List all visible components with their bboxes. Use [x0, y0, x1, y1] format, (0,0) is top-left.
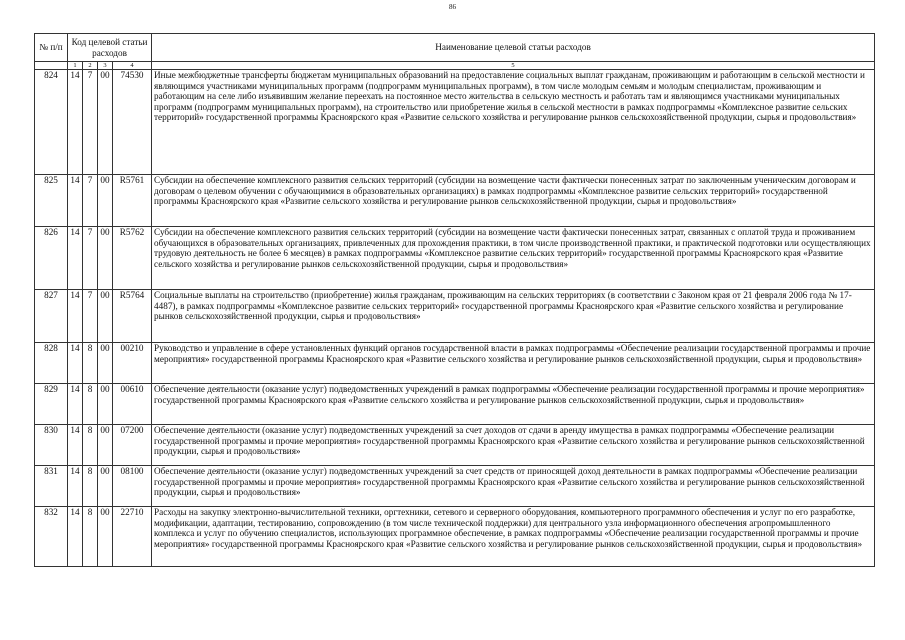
- header-name: Наименование целевой статьи расходов: [152, 34, 875, 62]
- row-number: 829: [35, 384, 68, 425]
- code-4: 22710: [113, 507, 152, 567]
- code-1: 14: [68, 343, 83, 384]
- code-3: 00: [98, 425, 113, 466]
- code-3: 00: [98, 70, 113, 175]
- code-1: 14: [68, 70, 83, 175]
- header-num: № п/п: [35, 34, 68, 62]
- code-1: 14: [68, 175, 83, 227]
- row-description: Субсидии на обеспечение комплексного развития сельских территорий (субсидии на возмещение части фактически понесенных затрат, связанных с оплатой труда и проживанием обучающихся в образовательных организациях, привлеченных для прохождения практики, в том числе производственной практики, и практической подготовки или осуществляющих трудовую деятельность не более 6 месяцев) в рамках подпрограммы «Комплексное развитие сельских территорий» государственной программы Красноярского края «Развитие сельского хозяйства и регулирование рынков сельскохозяйственной продукции, сырья и продовольствия»: [152, 227, 875, 290]
- code-2: 7: [83, 175, 98, 227]
- header-code: Код целевой статьи расходов: [68, 34, 152, 62]
- table-header-row: [35, 34, 875, 62]
- row-description: Расходы на закупку электронно-вычислительной техники, оргтехники, сетевого и серверного оборудования, компьютерного программного обеспечения и услуг по его разработке, модификации, адаптации, тестированию, сопровождению (в том числе технической поддержки) для центрального узла информационного обеспечения агропромышленного комплекса и услуг по обучению специалистов, использующих программное обеспечение, в рамках подпрограммы «Обеспечение реализации государственной программы и прочие мероприятия» государственной программы Красноярского края «Развитие сельского хозяйства и регулирование рынков сельскохозяйственной продукции, сырья и продовольствия»: [152, 507, 875, 567]
- row-description: Субсидии на обеспечение комплексного развития сельских территорий (субсидии на возмещение части фактически понесенных затрат по заключенным ученическим договорам и договорам о целевом обучении с обучающимися в образовательных организациях) в рамках подпрограммы «Комплексное развитие сельских территорий» государственной программы Красноярского края «Развитие сельского хозяйства и регулирование рынков сельскохозяйственной продукции, сырья и продовольствия»: [152, 175, 875, 227]
- code-1: 14: [68, 384, 83, 425]
- row-description: Социальные выплаты на строительство (приобретение) жилья гражданам, проживающим на сельских территориях (в соответствии с Законом края от 21 февраля 2006 года № 17-4487), в рамках подпрограммы «Комплексное развитие сельских территорий» государственной программы Красноярского края «Развитие сельского хозяйства и регулирование рынков сельскохозяйственной продукции, сырья и продовольствия»: [152, 290, 875, 343]
- table-row: [35, 466, 875, 507]
- code-4: R5762: [113, 227, 152, 290]
- page-number: 86: [449, 3, 456, 11]
- subheader-cell: 2: [83, 62, 98, 70]
- code-4: R5761: [113, 175, 152, 227]
- code-3: 00: [98, 384, 113, 425]
- code-2: 8: [83, 507, 98, 567]
- code-4: 08100: [113, 466, 152, 507]
- code-3: 00: [98, 290, 113, 343]
- table-row: [35, 227, 875, 290]
- subheader-cell: 4: [113, 62, 152, 70]
- code-3: 00: [98, 507, 113, 567]
- row-description: Руководство и управление в сфере установленных функций органов государственной власти в рамках подпрограммы «Обеспечение реализации государственной программы и прочие мероприятия» государственной программы Красноярского края «Развитие сельского хозяйства и регулирование рынков сельскохозяйственной продукции, сырья и продовольствия»: [152, 343, 875, 384]
- subheader-cell-empty: [35, 62, 68, 70]
- code-4: 07200: [113, 425, 152, 466]
- code-1: 14: [68, 290, 83, 343]
- code-4: R5764: [113, 290, 152, 343]
- table-row: [35, 507, 875, 567]
- subheader-cell: 5: [152, 62, 875, 70]
- code-2: 8: [83, 425, 98, 466]
- row-number: 826: [35, 227, 68, 290]
- table-row: [35, 343, 875, 384]
- table-row: [35, 70, 875, 175]
- code-3: 00: [98, 175, 113, 227]
- code-2: 7: [83, 290, 98, 343]
- code-3: 00: [98, 466, 113, 507]
- code-1: 14: [68, 507, 83, 567]
- row-description: Обеспечение деятельности (оказание услуг) подведомственных учреждений за счет средств от приносящей доход деятельности в рамках подпрограммы «Обеспечение реализации государственной программы и прочие мероприятия» государственной программы Красноярского края «Развитие сельского хозяйства и регулирование рынков сельскохозяйственной продукции, сырья и продовольствия»: [152, 466, 875, 507]
- subheader-cell: 1: [68, 62, 83, 70]
- row-description: Иные межбюджетные трансферты бюджетам муниципальных образований на предоставление социальных выплат гражданам, проживающим и работающим в сельской местности и являющимся участниками муниципальных программ (подпрограмм муниципальных программ), в том числе молодым семьям и молодым специалистам, проживающим и работающим на селе либо изъявившим желание переехать на постоянное место жительства в сельскую местность и работать там и являющимся участниками муниципальных программ (подпрограмм муниципальных программ), на строительство или приобретение жилья в сельской местности в рамках подпрограммы «Комплексное развитие сельских территорий» государственной программы Красноярского края «Развитие сельского хозяйства и регулирование рынков сельскохозяйственной продукции, сырья и продовольствия»: [152, 70, 875, 175]
- code-1: 14: [68, 466, 83, 507]
- row-number: 830: [35, 425, 68, 466]
- code-2: 7: [83, 70, 98, 175]
- expenditure-table: [34, 33, 875, 567]
- subheader-cell: 3: [98, 62, 113, 70]
- row-description: Обеспечение деятельности (оказание услуг) подведомственных учреждений за счет доходов от сдачи в аренду имущества в рамках подпрограммы «Обеспечение реализации государственной программы и прочие мероприятия» государственной программы Красноярского края «Развитие сельского хозяйства и регулирование рынков сельскохозяйственной продукции, сырья и продовольствия»: [152, 425, 875, 466]
- code-2: 8: [83, 384, 98, 425]
- code-2: 8: [83, 466, 98, 507]
- table-row: [35, 290, 875, 343]
- code-4: 00610: [113, 384, 152, 425]
- code-3: 00: [98, 343, 113, 384]
- table-row: [35, 384, 875, 425]
- row-number: 828: [35, 343, 68, 384]
- row-number: 831: [35, 466, 68, 507]
- row-description: Обеспечение деятельности (оказание услуг) подведомственных учреждений в рамках подпрограммы «Обеспечение реализации государственной программы и прочие мероприятия» государственной программы Красноярского края «Развитие сельского хозяйства и регулирование рынков сельскохозяйственной продукции, сырья и продовольствия»: [152, 384, 875, 425]
- row-number: 832: [35, 507, 68, 567]
- row-number: 824: [35, 70, 68, 175]
- table-row: [35, 425, 875, 466]
- row-number: 827: [35, 290, 68, 343]
- code-4: 00210: [113, 343, 152, 384]
- table-row: [35, 175, 875, 227]
- code-1: 14: [68, 425, 83, 466]
- code-4: 74530: [113, 70, 152, 175]
- code-1: 14: [68, 227, 83, 290]
- code-3: 00: [98, 227, 113, 290]
- table-subheader-row: [35, 62, 875, 70]
- code-2: 7: [83, 227, 98, 290]
- row-number: 825: [35, 175, 68, 227]
- code-2: 8: [83, 343, 98, 384]
